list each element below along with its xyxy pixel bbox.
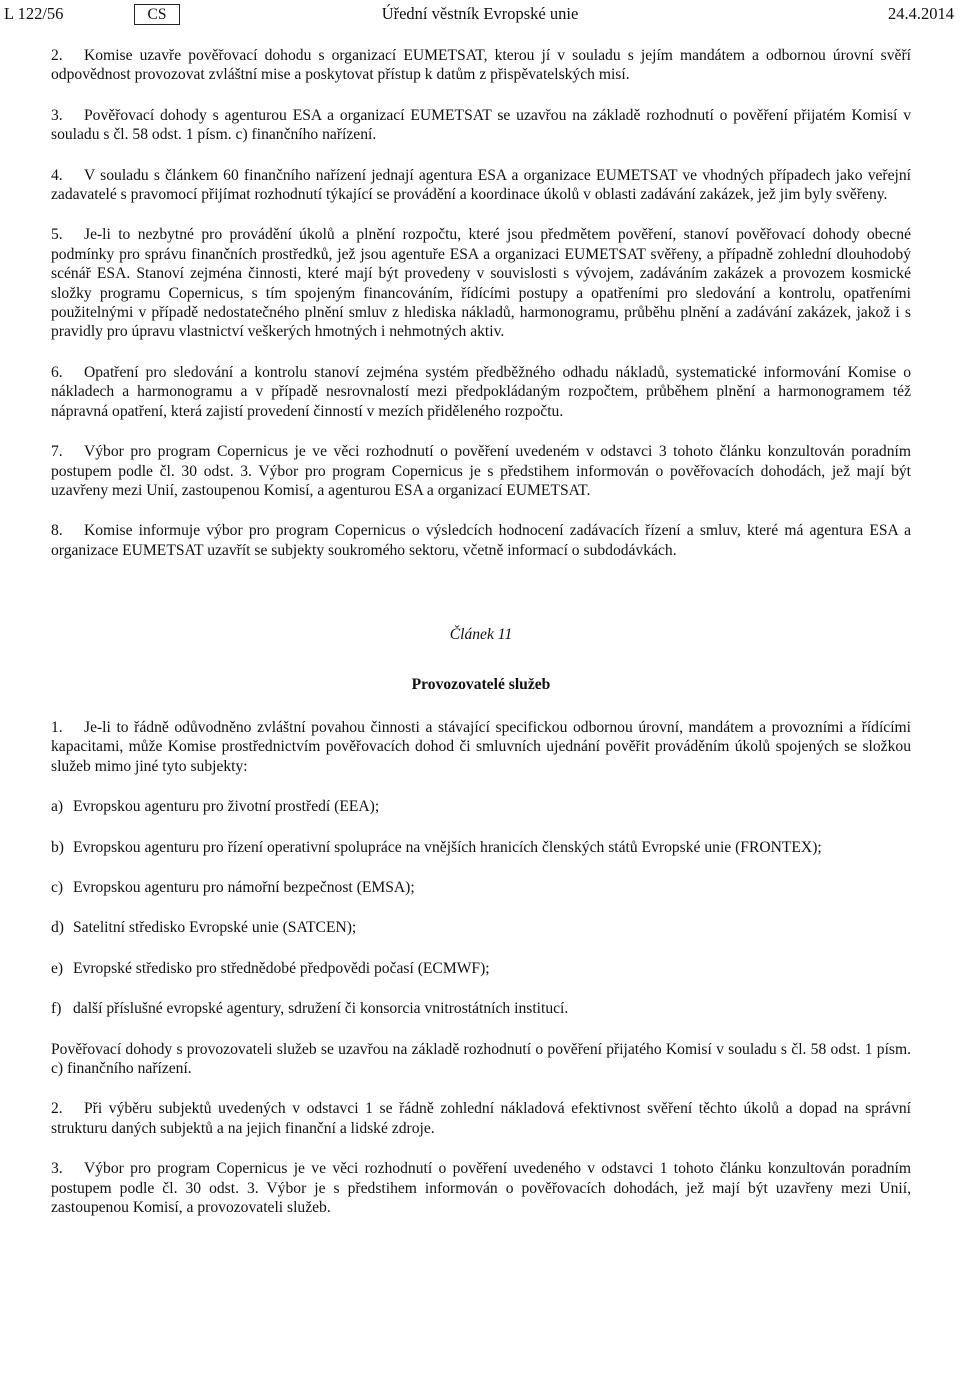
closing-paragraph: Pověřovací dohody s provozovateli služeb se uzavřou na základě rozhodnutí o pověření přijatého Komisí v souladu s čl. 58 odst. 1 písm. c) finančního nařízení. bbox=[51, 1040, 911, 1077]
page-header bbox=[0, 4, 960, 26]
paragraph-8: 8. Komise informuje výbor pro program Copernicus o výsledcích hodnocení zadávacích řízení a smluv, které má agentura ESA a organizace EUMETSAT uzavřít se subjekty soukromého sektoru, včetně informací o subdodávkách. bbox=[51, 522, 911, 559]
article-paragraph-1: 1. Je-li to řádně odůvodněno zvláštní povahou činnosti a stávající specifickou odbornou úrovní, mandátem a provozními a řídícími kapacitami, může Komise prostřednictvím pověřovacích dohod či smluvních ujednání pověřit prováděním úkolů spojených se složkou služeb mimo jiné tyto subjekty: bbox=[51, 718, 911, 775]
paragraph-7: 7. Výbor pro program Copernicus je ve věci rozhodnutí o pověření uvedeném v odstavci 3 tohoto článku konzultován poradním postupem podle čl. 30 odst. 3. Výbor pro program Copernicus je s předstihem informován o pověřovacích dohodách, jež mají být uzavřeny mezi Unií, zastoupenou Komisí, a agenturou ESA a organizací EUMETSAT. bbox=[51, 443, 911, 499]
list-item: d) Satelitní středisko Evropské unie (SATCEN); bbox=[51, 919, 357, 937]
document-body bbox=[51, 46, 911, 1238]
list-item: a) Evropskou agenturu pro životní prostředí (EEA); bbox=[51, 798, 380, 816]
article-paragraph-3: 3. Výbor pro program Copernicus je ve věci rozhodnutí o pověření uvedeného v odstavci 1 tohoto článku konzultován poradním postupem podle čl. 30 odst. 3. Výbor je s předstihem informován o pověřovacích dohodách, jež mají být uzavřeny mezi Unií, zastoupenou Komisí, a provozovateli služeb. bbox=[51, 1160, 911, 1217]
paragraph-4: 4. V souladu s článkem 60 finančního nařízení jednají agentura ESA a organizace EUMETSAT ve vhodných případech jako veřejní zadavatelé s pravomocí přijímat rozhodnutí týkající se provádění a koordinace úkolů v oblasti zadávání zakázek, jež jim byly svěřeny. bbox=[51, 166, 911, 204]
paragraph-2: 2. Komise uzavře pověřovací dohodu s organizací EUMETSAT, kterou jí v souladu s jejím mandátem a odbornou úrovní svěří odpovědnost provozovat zvláštní mise a poskytovat přístup k datům z přispěvatelských misí. bbox=[51, 47, 911, 84]
article-title: Provozovatelé služeb bbox=[411, 675, 551, 693]
publication-date: 24.4.2014 bbox=[888, 4, 954, 23]
journal-title: Úřední věstník Evropské unie bbox=[381, 4, 579, 23]
paragraph-6: 6. Opatření pro sledování a kontrolu stanoví zejména systém předběžného odhadu nákladů, systematické informování Komise o nákladech a harmonogramu a v případě nesrovnalostí mezi předpokládaným rozpočtem, průběhem plnění a harmonogramem též nápravná opatření, která zajistí provedení činností v mezích přiděleného rozpočtu. bbox=[51, 363, 911, 420]
paragraph-5: 5. Je-li to nezbytné pro provádění úkolů a plnění rozpočtu, které jsou předmětem pověření, stanoví pověřovací dohody obecné podmínky pro správu finančních prostředků, jež jsou agentuře ESA a organizaci EUMETSAT svěřeny, a případně zohlední dlouhodobý scénář ESA. Stanoví zejména činnosti, které mají být provedeny v souvislosti s vývojem, zadáváním zakázek a provozem kosmické složky programu Copernicus, s tím spojeným financováním, řídícími postupy a opatřeními pro sledování a kontrolu, opatřeními použitelnými v případě nedostatečného plnění smluv z hlediska nákladů, harmonogramu, průběhu plnění a zadávání zakázek, jakož i s pravidly pro úpravu vlastnictví veškerých hmotných i nehmotných aktiv. bbox=[51, 226, 911, 341]
language-badge: CS bbox=[134, 4, 180, 25]
list-item: f) další příslušné evropské agentury, sdružení či konsorcia vnitrostátních institucí. bbox=[51, 1000, 569, 1018]
page-reference: L 122/56 bbox=[4, 4, 64, 23]
section-spacer bbox=[51, 581, 911, 625]
paragraph-3: 3. Pověřovací dohody s agenturou ESA a organizací EUMETSAT se uzavřou na základě rozhodnutí o pověření přijatém Komisí v souladu s čl. 58 odst. 1 písm. c) finančního nařízení. bbox=[51, 106, 911, 144]
list-item: b) Evropskou agenturu pro řízení operativní spolupráce na vnějších hranicích členských států Evropské unie (FRONTEX); bbox=[51, 838, 822, 856]
article-paragraph-2: 2. Při výběru subjektů uvedených v odstavci 1 se řádně zohlední nákladová efektivnost svěření těchto úkolů a dopad na správní strukturu daných subjektů a na jejich finanční a lidské zdroje. bbox=[51, 1100, 911, 1137]
article-label: Článek 11 bbox=[449, 626, 513, 644]
list-item: e) Evropské středisko pro střednědobé předpovědi počasí (ECMWF); bbox=[51, 959, 490, 977]
list-item: c) Evropskou agenturu pro námořní bezpečnost (EMSA); bbox=[51, 878, 415, 896]
